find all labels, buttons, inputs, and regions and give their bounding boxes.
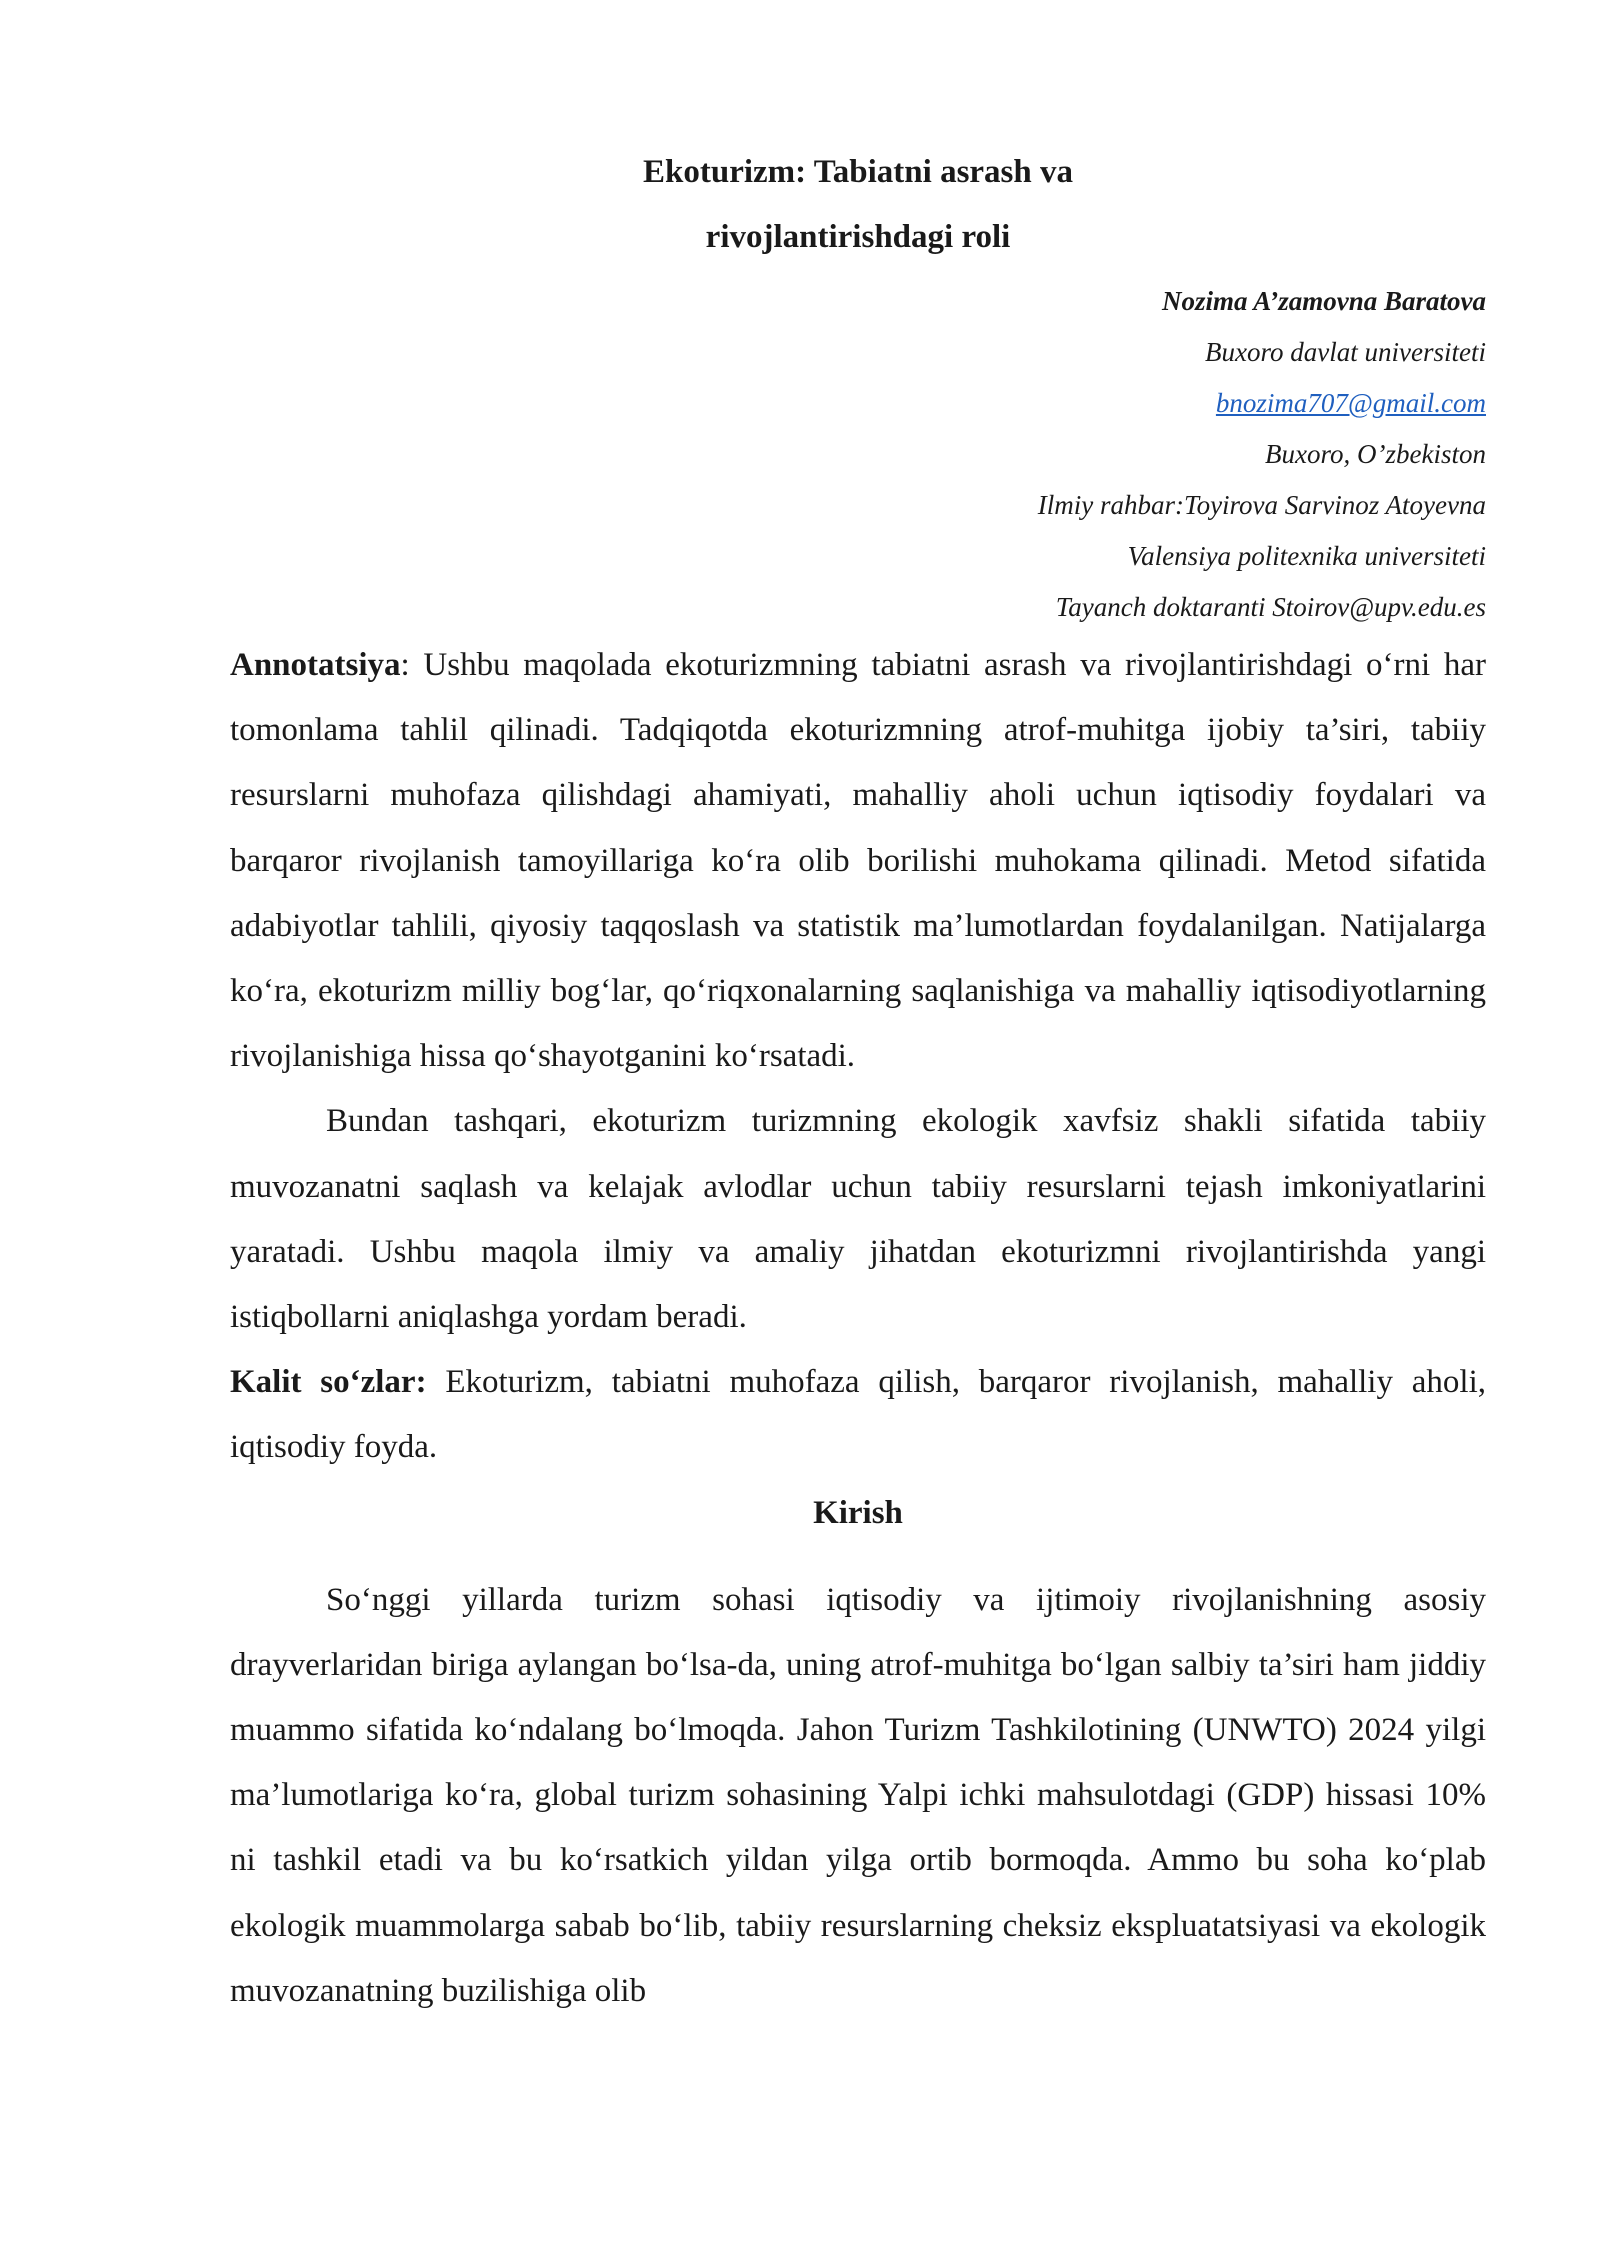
paper-title <box>230 140 1486 270</box>
abstract-paragraph-2: Bundan tashqari, ekoturizm turizmning ekologik xavfsiz shakli sifatida tabiiy muvozanatni saqlash va kelajak avlodlar uchun tabiiy resurslarni tejash imkoniyatlarini yaratadi. Ushbu maqola ilmiy va amaliy jihatdan ekoturizmni rivojlantirishda yangi istiqbollarni aniqlashga yordam beradi. <box>230 1103 1486 1336</box>
abstract-label: Annotatsiya <box>230 647 401 683</box>
author-email-link[interactable]: bnozima707@gmail.com <box>1215 388 1486 418</box>
keywords-paragraph <box>230 1350 1486 1480</box>
document-page <box>230 140 1486 2024</box>
author-name: Nozima A’zamovna Baratova <box>1161 286 1486 316</box>
supervisor-name: Ilmiy rahbar:Toyirova Sarvinoz Atoyevna <box>1037 490 1486 520</box>
title-line-2: rivojlantirishdagi roli <box>705 219 1011 255</box>
title-line-1: Ekoturizm: Tabiatni asrash va <box>643 154 1073 190</box>
intro-paragraph: So‘nggi yillarda turizm sohasi iqtisodiy va ijtimoiy rivojlanishning asosiy drayverlaridan biriga aylangan bo‘lsa-da, uning atrof-muhitga bo‘lgan salbiy ta’siri ham jiddiy muammo sifatida ko‘ndalang bo‘lmoqda. Jahon Turizm Tashkilotining (UNWTO) 2024 yilgi ma’lumotlariga ko‘ra, global turizm sohasining Yalpi ichki mahsulotdagi (GDP) hissasi 10% ni tashkil etadi va bu ko‘rsatkich yildan yilga ortib bormoqda. Ammo bu soha ko‘plab ekologik muammolarga sabab bo‘lib, tabiiy resurslarning cheksiz ekspluatatsiyasi va ekologik muvozanatning buzilishiga olib <box>230 1581 1486 2009</box>
keywords-label: Kalit so‘zlar: <box>230 1364 427 1401</box>
abstract-paragraph <box>230 633 1486 1089</box>
supervisor-affiliation: Valensiya politexnika universiteti <box>1127 541 1486 571</box>
abstract-text: : Ushbu maqolada ekoturizmning tabiatni asrash va rivojlantirishdagi o‘rni har tomonlama tahlil qilinadi. Tadqiqotda ekoturizmning atrof-muhitga ijobiy ta’siri, tabiiy resurslarni muhofaza qilishdagi ahamiyati, mahalliy aholi uchun iqtisodiy foydalari va barqaror rivojlanish tamoyillariga ko‘ra olib borilishi muhokama qilinadi. Metod sifatida adabiyotlar tahlili, qiyosiy taqqoslash va statistik ma’lumotlardan foydalanilgan. Natijalarga ko‘ra, ekoturizm milliy bog‘lar, qo‘riqxonalarning saqlanishiga va mahalliy iqtisodiyotlarning rivojlanishiga hissa qo‘shayotganini ko‘rsatadi. <box>230 647 1486 1075</box>
author-location: Buxoro, O’zbekiston <box>1265 439 1486 469</box>
author-affiliation: Buxoro davlat universiteti <box>1205 337 1486 367</box>
keywords-text: Ekoturizm, tabiatni muhofaza qilish, barqaror rivojlanish, mahalliy aholi, iqtisodiy foyda. <box>230 1364 1486 1466</box>
section-heading-intro: Kirish <box>813 1494 903 1531</box>
supervisor-role: Tayanch doktaranti Stoirov@upv.edu.es <box>1055 592 1486 622</box>
author-block <box>230 276 1486 633</box>
